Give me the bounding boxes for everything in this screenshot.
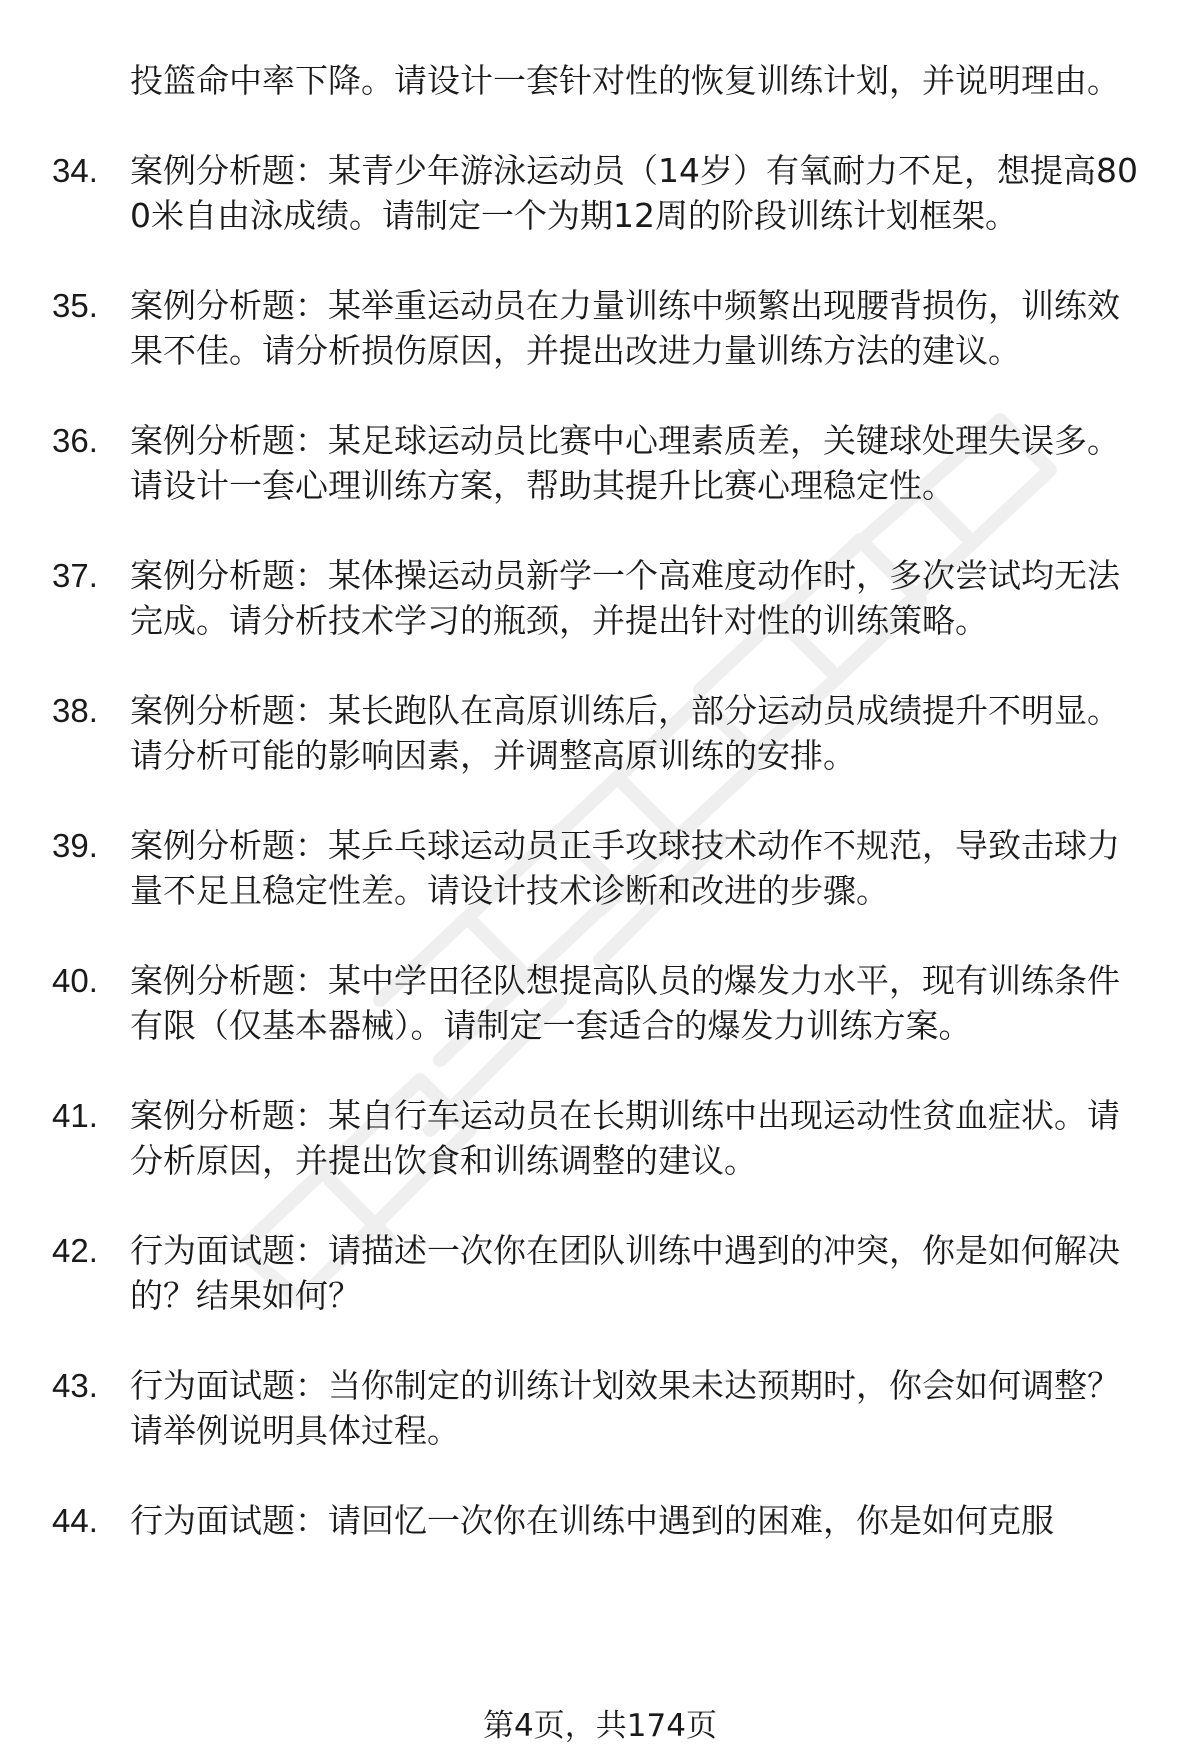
item-text: 案例分析题：某长跑队在高原训练后，部分运动员成绩提升不明显。请分析可能的影响因素，并调整高原训练的安排。 (130, 691, 1120, 775)
list-item (52, 418, 1152, 508)
item-text: 案例分析题：某乒乓球运动员正手攻球技术动作不规范，导致击球力量不足且稳定性差。请设计技术诊断和改进的步骤。 (130, 826, 1120, 910)
list-item (52, 1093, 1152, 1183)
list-item (52, 553, 1152, 643)
list-item (52, 1498, 1152, 1543)
continued-question-text: 投篮命中率下降。请设计一套针对性的恢复训练计划，并说明理由。 (130, 61, 1120, 100)
item-text: 行为面试题：请描述一次你在团队训练中遇到的冲突，你是如何解决的？结果如何？ (130, 1231, 1120, 1315)
item-number: 34. (52, 152, 98, 189)
item-text: 案例分析题：某青少年游泳运动员（14岁）有氧耐力不足，想提高800米自由泳成绩。请制定一个为期12周的阶段训练计划框架。 (130, 151, 1138, 235)
item-number: 43. (52, 1367, 98, 1404)
item-number: 35. (52, 287, 98, 324)
list-item (52, 958, 1152, 1048)
item-text: 案例分析题：某体操运动员新学一个高难度动作时，多次尝试均无法完成。请分析技术学习的瓶颈，并提出针对性的训练策略。 (130, 556, 1120, 640)
list-item (52, 283, 1152, 373)
item-number: 38. (52, 692, 98, 729)
item-text: 案例分析题：某举重运动员在力量训练中频繁出现腰背损伤，训练效果不佳。请分析损伤原因，并提出改进力量训练方法的建议。 (130, 286, 1120, 370)
item-text: 案例分析题：某自行车运动员在长期训练中出现运动性贫血症状。请分析原因，并提出饮食和训练调整的建议。 (130, 1096, 1120, 1180)
item-text: 行为面试题：请回忆一次你在训练中遇到的困难，你是如何克服 (130, 1501, 1054, 1540)
item-number: 36. (52, 422, 98, 459)
item-number: 37. (52, 557, 98, 594)
list-item (52, 688, 1152, 778)
page-footer: 第4页，共174页 (483, 1708, 717, 1744)
question-list (52, 58, 1152, 1588)
list-item (52, 1228, 1152, 1318)
item-text: 案例分析题：某中学田径队想提高队员的爆发力水平，现有训练条件有限（仅基本器械）。请制定一套适合的爆发力训练方案。 (130, 961, 1120, 1045)
item-text: 行为面试题：当你制定的训练计划效果未达预期时，你会如何调整？请举例说明具体过程。 (130, 1366, 1120, 1450)
list-item (52, 148, 1152, 238)
list-item (52, 823, 1152, 913)
item-number: 41. (52, 1097, 98, 1134)
item-number: 44. (52, 1502, 98, 1539)
item-number: 40. (52, 962, 98, 999)
item-number: 39. (52, 827, 98, 864)
list-item (52, 1363, 1152, 1453)
item-number: 42. (52, 1232, 98, 1269)
item-text: 案例分析题：某足球运动员比赛中心理素质差，关键球处理失误多。请设计一套心理训练方案，帮助其提升比赛心理稳定性。 (130, 421, 1120, 505)
